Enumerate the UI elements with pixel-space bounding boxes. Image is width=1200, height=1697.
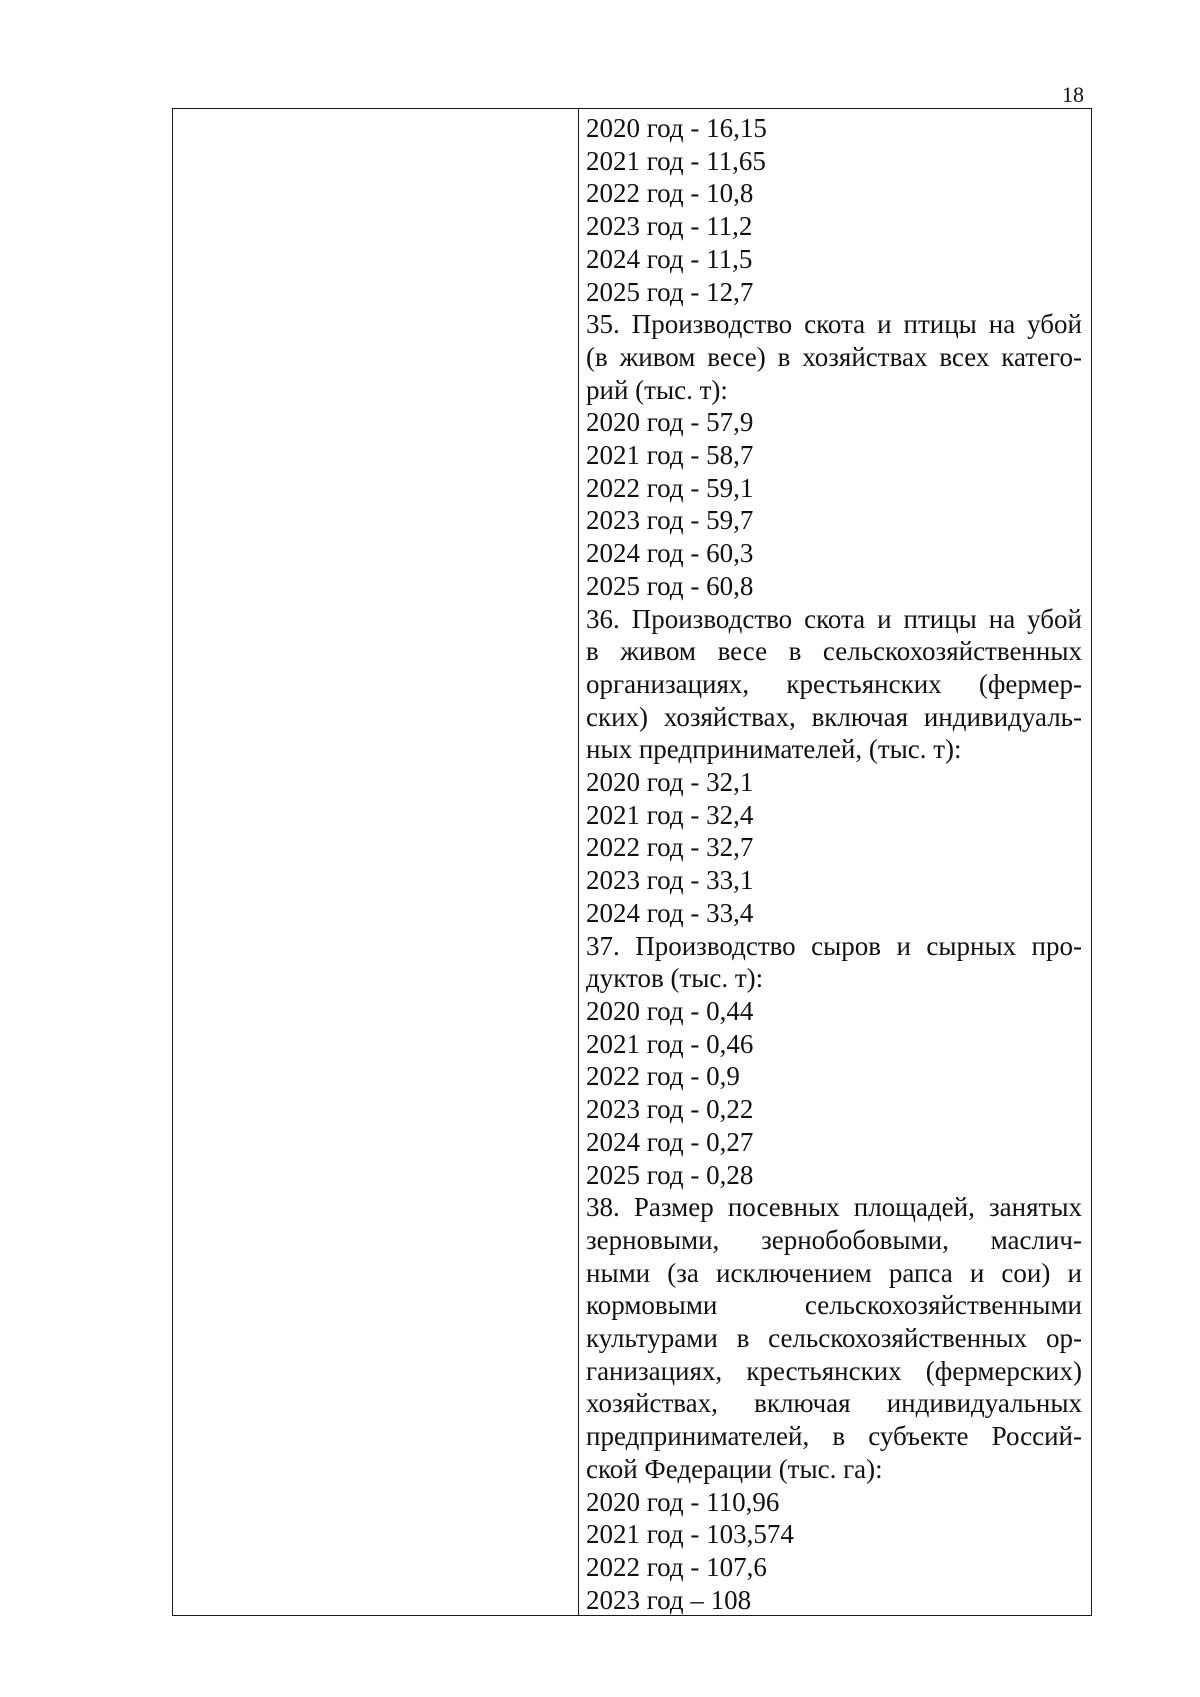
table-right-cell bbox=[586, 112, 1082, 1616]
heading-word: ными bbox=[586, 1257, 651, 1288]
heading-line bbox=[586, 668, 1082, 701]
heading-word: ганизациях, bbox=[586, 1355, 723, 1386]
heading-word: сельскохозяйственными bbox=[804, 1290, 1082, 1321]
value-line: 2022 год - 107,6 bbox=[586, 1551, 767, 1582]
heading-word: птицы bbox=[903, 309, 977, 340]
heading-line: ской Федерации (тыс. га): bbox=[586, 1453, 883, 1484]
heading-word: Россий- bbox=[991, 1421, 1082, 1452]
heading-word: крестьянских bbox=[746, 1355, 902, 1386]
heading-word: хозяйствах, bbox=[663, 701, 796, 732]
heading-word: исключением bbox=[716, 1257, 872, 1288]
value-line: 2023 год - 33,1 bbox=[586, 865, 754, 896]
heading-word: (фермер- bbox=[978, 668, 1082, 699]
heading-word: про- bbox=[1031, 930, 1082, 961]
value-line: 2021 год - 11,65 bbox=[586, 145, 766, 176]
heading-word: в bbox=[586, 636, 599, 667]
heading-word: весе bbox=[717, 636, 768, 667]
heading-word: зернобобовыми, bbox=[761, 1224, 949, 1255]
heading-word: субъекте bbox=[868, 1421, 969, 1452]
heading-word: предпринимателей, bbox=[586, 1421, 810, 1452]
heading-line bbox=[586, 1191, 1082, 1224]
heading-word: рапса bbox=[888, 1257, 953, 1288]
heading-word: в bbox=[736, 1323, 750, 1354]
value-line: 2024 год - 33,4 bbox=[586, 897, 754, 928]
heading-line bbox=[586, 1420, 1082, 1453]
heading-word: (в bbox=[586, 341, 608, 372]
column-divider bbox=[578, 109, 579, 1615]
heading-line bbox=[586, 1355, 1082, 1388]
value-line: 2021 год - 58,7 bbox=[586, 440, 754, 471]
heading-word: и bbox=[896, 930, 911, 961]
heading-word: крестьянских bbox=[786, 668, 942, 699]
heading-word: включая bbox=[754, 1388, 851, 1419]
heading-line bbox=[586, 603, 1082, 636]
value-line: 2023 год - 11,2 bbox=[586, 211, 753, 242]
value-line: 2020 год - 32,1 bbox=[586, 767, 754, 798]
heading-word: на bbox=[988, 309, 1016, 340]
heading-word: ских) bbox=[586, 701, 649, 732]
value-line: 2020 год - 57,9 bbox=[586, 407, 754, 438]
indicator-heading bbox=[586, 1191, 1082, 1485]
heading-word: маслич- bbox=[990, 1224, 1082, 1255]
heading-word: катего- bbox=[1001, 341, 1082, 372]
heading-line bbox=[586, 1322, 1082, 1355]
heading-word: в bbox=[777, 341, 791, 372]
heading-line bbox=[586, 341, 1082, 374]
heading-word: 36. bbox=[586, 603, 620, 634]
heading-word: на bbox=[988, 603, 1016, 634]
heading-line bbox=[586, 1257, 1082, 1290]
heading-word: (фермерских) bbox=[925, 1355, 1082, 1386]
heading-word: культурами bbox=[586, 1323, 718, 1354]
heading-word: весе) bbox=[707, 341, 766, 372]
value-line: 2025 год - 12,7 bbox=[586, 276, 754, 307]
value-line: 2024 год - 11,5 bbox=[586, 243, 753, 274]
heading-word: хозяйствах bbox=[802, 341, 928, 372]
heading-line: рий (тыс. т): bbox=[586, 374, 728, 405]
heading-line bbox=[586, 930, 1082, 963]
heading-line: дуктов (тыс. т): bbox=[586, 963, 764, 994]
value-line: 2021 год - 0,46 bbox=[586, 1028, 754, 1059]
indicator-values bbox=[586, 406, 1082, 602]
heading-word: и bbox=[1067, 1257, 1082, 1288]
value-line: 2023 год - 0,22 bbox=[586, 1094, 754, 1125]
heading-word: Производство bbox=[635, 930, 796, 961]
value-line: 2022 год - 32,7 bbox=[586, 832, 754, 863]
indicator-heading bbox=[586, 603, 1082, 767]
heading-word: птицы bbox=[903, 603, 977, 634]
heading-line bbox=[586, 635, 1082, 668]
indicator-heading bbox=[586, 930, 1082, 995]
indicator-values bbox=[586, 766, 1082, 930]
value-line: 2020 год - 0,44 bbox=[586, 995, 754, 1026]
indicator-values bbox=[586, 1486, 1082, 1617]
heading-line bbox=[586, 701, 1082, 734]
heading-word: занятых bbox=[989, 1192, 1082, 1223]
value-line: 2024 год - 0,27 bbox=[586, 1126, 754, 1157]
value-line: 2020 год - 110,96 bbox=[586, 1486, 780, 1517]
page-number: 18 bbox=[1062, 82, 1084, 107]
heading-word: и bbox=[877, 309, 892, 340]
heading-word: Производство bbox=[631, 603, 793, 634]
heading-word: 35. bbox=[586, 309, 620, 340]
value-line: 2021 год - 103,574 bbox=[586, 1519, 794, 1550]
heading-word: сельскохозяйственных bbox=[822, 636, 1082, 667]
heading-word: живом bbox=[620, 636, 697, 667]
value-line: 2023 год – 108 bbox=[586, 1584, 752, 1615]
value-line: 2024 год - 60,3 bbox=[586, 538, 754, 569]
heading-word: скота bbox=[804, 603, 866, 634]
heading-word: сырных bbox=[926, 930, 1017, 961]
heading-word: посевных bbox=[727, 1192, 840, 1223]
value-line: 2025 год - 60,8 bbox=[586, 570, 754, 601]
indicator-heading bbox=[586, 308, 1082, 406]
value-line: 2020 год - 16,15 bbox=[586, 113, 767, 143]
heading-word: (за bbox=[667, 1257, 699, 1288]
heading-line bbox=[586, 308, 1082, 341]
heading-word: в bbox=[788, 636, 802, 667]
value-line: 2023 год - 59,7 bbox=[586, 505, 754, 536]
heading-word: индивидуаль- bbox=[923, 701, 1082, 732]
heading-word: Размер bbox=[633, 1192, 714, 1223]
heading-word: кормовыми bbox=[586, 1290, 718, 1321]
value-line: 2025 год - 0,28 bbox=[586, 1159, 754, 1190]
value-line: 2021 год - 32,4 bbox=[586, 799, 754, 830]
heading-word: и bbox=[877, 603, 892, 634]
heading-line bbox=[586, 1224, 1082, 1257]
indicators-table bbox=[172, 108, 1092, 1616]
value-line: 2022 год - 59,1 bbox=[586, 472, 754, 503]
value-line: 2022 год - 10,8 bbox=[586, 178, 754, 209]
table-left-cell bbox=[173, 109, 578, 1615]
intro-values-list bbox=[586, 112, 1082, 308]
heading-word: сои) bbox=[1001, 1257, 1051, 1288]
heading-line bbox=[586, 1289, 1082, 1322]
indicator-item-38 bbox=[586, 1191, 1082, 1616]
heading-word: сельскохозяйственных bbox=[768, 1323, 1028, 1354]
heading-word: индивидуальных bbox=[886, 1388, 1082, 1419]
indicator-item-35 bbox=[586, 308, 1082, 602]
heading-word: сыров bbox=[811, 930, 882, 961]
indicator-item-37 bbox=[586, 930, 1082, 1192]
heading-word: организациях, bbox=[586, 668, 750, 699]
value-line: 2022 год - 0,9 bbox=[586, 1061, 740, 1092]
heading-word: в bbox=[832, 1421, 846, 1452]
heading-word: живом bbox=[619, 341, 696, 372]
heading-word: убой bbox=[1027, 603, 1082, 634]
heading-word: 38. bbox=[586, 1192, 620, 1223]
heading-word: скота bbox=[804, 309, 866, 340]
heading-word: убой bbox=[1027, 309, 1082, 340]
heading-word: всех bbox=[939, 341, 990, 372]
heading-word: 37. bbox=[586, 930, 620, 961]
heading-word: площадей, bbox=[853, 1192, 975, 1223]
heading-word: Производство bbox=[631, 309, 793, 340]
heading-word: хозяйствах, bbox=[586, 1388, 718, 1419]
heading-line bbox=[586, 1387, 1082, 1420]
indicator-values bbox=[586, 995, 1082, 1191]
heading-line: ных предпринимателей, (тыс. т): bbox=[586, 734, 962, 765]
heading-word: ор- bbox=[1045, 1323, 1082, 1354]
heading-word: включая bbox=[811, 701, 909, 732]
indicator-item-36 bbox=[586, 603, 1082, 930]
heading-word: и bbox=[969, 1257, 985, 1288]
heading-word: зерновыми, bbox=[586, 1224, 720, 1255]
